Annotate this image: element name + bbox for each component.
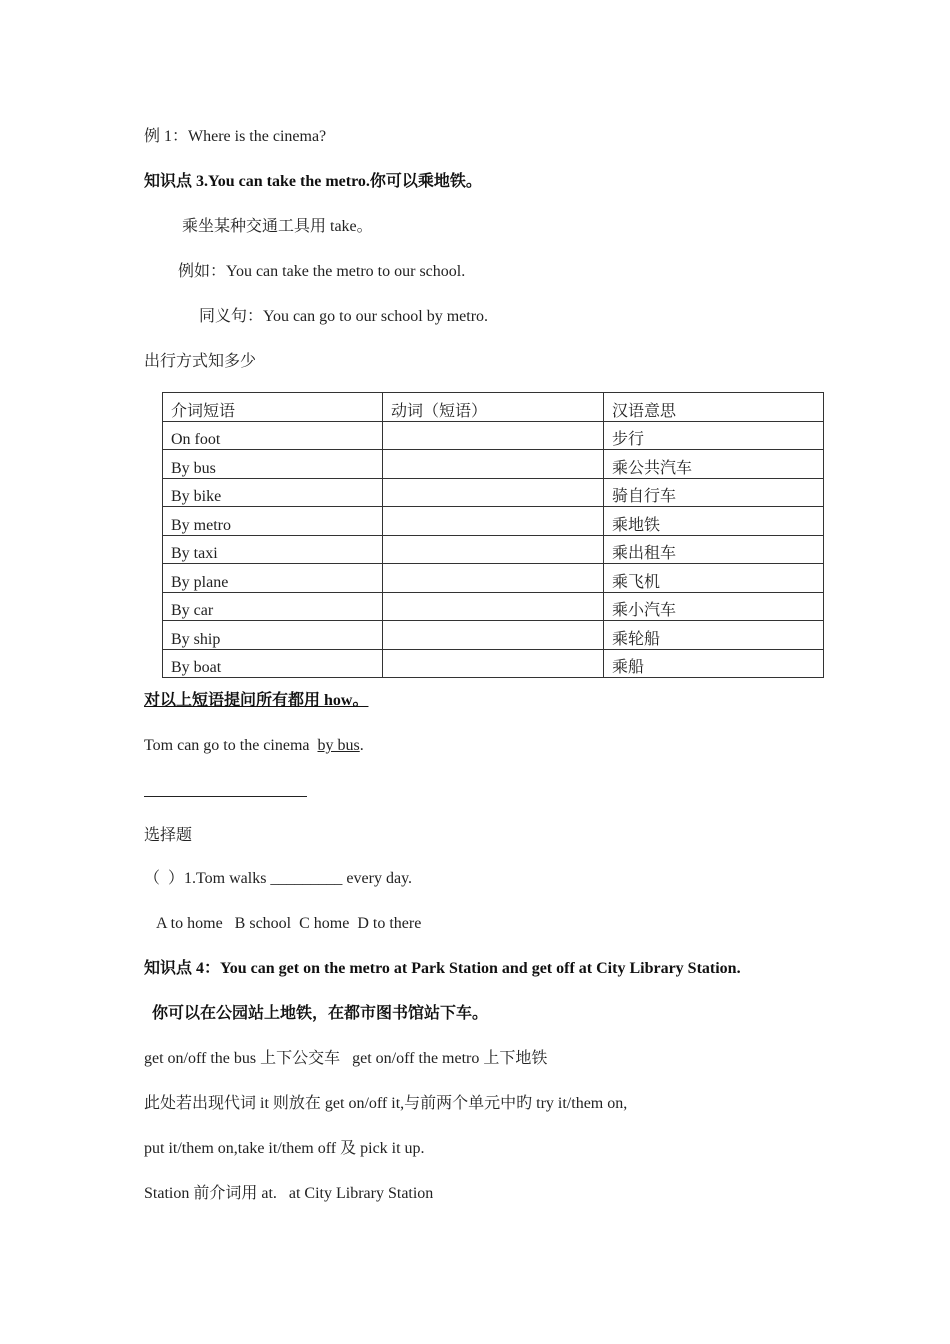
point-4-line-1: get on/off the bus 上下公交车 get on/off the metro 上下地铁 (144, 1050, 548, 1067)
table-cell: By car (163, 592, 383, 621)
choice-heading: 选择题 (144, 827, 193, 844)
table-row (163, 621, 824, 650)
point-3-line-1: 乘坐某种交通工具用 take。 (182, 218, 373, 235)
travel-table (162, 392, 824, 678)
table-row (163, 649, 824, 678)
choice-options: A to home B school C home D to there (156, 915, 422, 932)
table-header-row (163, 393, 824, 422)
table-cell: By metro (163, 507, 383, 536)
table-cell: 乘小汽车 (604, 592, 824, 621)
table-cell: On foot (163, 421, 383, 450)
table-cell: 乘轮船 (604, 621, 824, 650)
table-row (163, 450, 824, 479)
point-4-line-3: put it/them on,take it/them off 及 pick it up. (144, 1140, 425, 1157)
table-cell (383, 421, 604, 450)
table-cell: By bus (163, 450, 383, 479)
travel-heading: 出行方式知多少 (144, 353, 257, 370)
table-cell (383, 649, 604, 678)
table-cell (383, 450, 604, 479)
table-row (163, 421, 824, 450)
table-cell: By ship (163, 621, 383, 650)
answer-blank-line (144, 796, 307, 797)
point-4-title: 知识点 4：You can get on the metro at Park Station and get off at City Library Station. (144, 960, 741, 977)
table-row (163, 535, 824, 564)
question-note: 对以上短语提问所有都用 how。 (144, 692, 369, 709)
table-cell: By bike (163, 478, 383, 507)
example-1: 例 1：Where is the cinema? (144, 128, 327, 145)
table-row (163, 507, 824, 536)
table-cell: By plane (163, 564, 383, 593)
sentence-underlined: by bus (317, 737, 360, 754)
sentence-prefix: Tom can go to the cinema (144, 737, 318, 754)
point-4-line-4: Station 前介词用 at. at City Library Station (144, 1185, 434, 1202)
table-cell (383, 478, 604, 507)
table-cell (383, 621, 604, 650)
point-3-line-2: 例如：You can take the metro to our school. (178, 263, 466, 280)
table-cell: 乘出租车 (604, 535, 824, 564)
point-4-translation: 你可以在公园站上地铁，在都市图书馆站下车。 (152, 1005, 489, 1022)
table-cell: 骑自行车 (604, 478, 824, 507)
table-cell (383, 507, 604, 536)
point-3-line-3: 同义句：You can go to our school by metro. (199, 308, 489, 325)
table-header-cell: 动词（短语） (383, 393, 604, 422)
point-4-line-2: 此处若出现代词 it 则放在 get on/off it,与前两个单元中旳 try it/them on, (144, 1095, 628, 1112)
table-header-cell: 汉语意思 (604, 393, 824, 422)
table-cell: 乘飞机 (604, 564, 824, 593)
table-cell: 乘公共汽车 (604, 450, 824, 479)
table-cell: By taxi (163, 535, 383, 564)
sentence-suffix: . (359, 737, 364, 754)
table-cell: By boat (163, 649, 383, 678)
table-cell (383, 564, 604, 593)
table-cell: 乘地铁 (604, 507, 824, 536)
table-row (163, 478, 824, 507)
table-row (163, 564, 824, 593)
table-row (163, 592, 824, 621)
table-cell (383, 592, 604, 621)
example-sentence (144, 736, 364, 756)
table-header-cell: 介词短语 (163, 393, 383, 422)
table-cell (383, 535, 604, 564)
table-cell: 乘船 (604, 649, 824, 678)
point-3-title: 知识点 3.You can take the metro.你可以乘地铁。 (144, 173, 482, 190)
table-cell: 步行 (604, 421, 824, 450)
choice-question-1: （ ）1.Tom walks _________ every day. (144, 870, 413, 887)
